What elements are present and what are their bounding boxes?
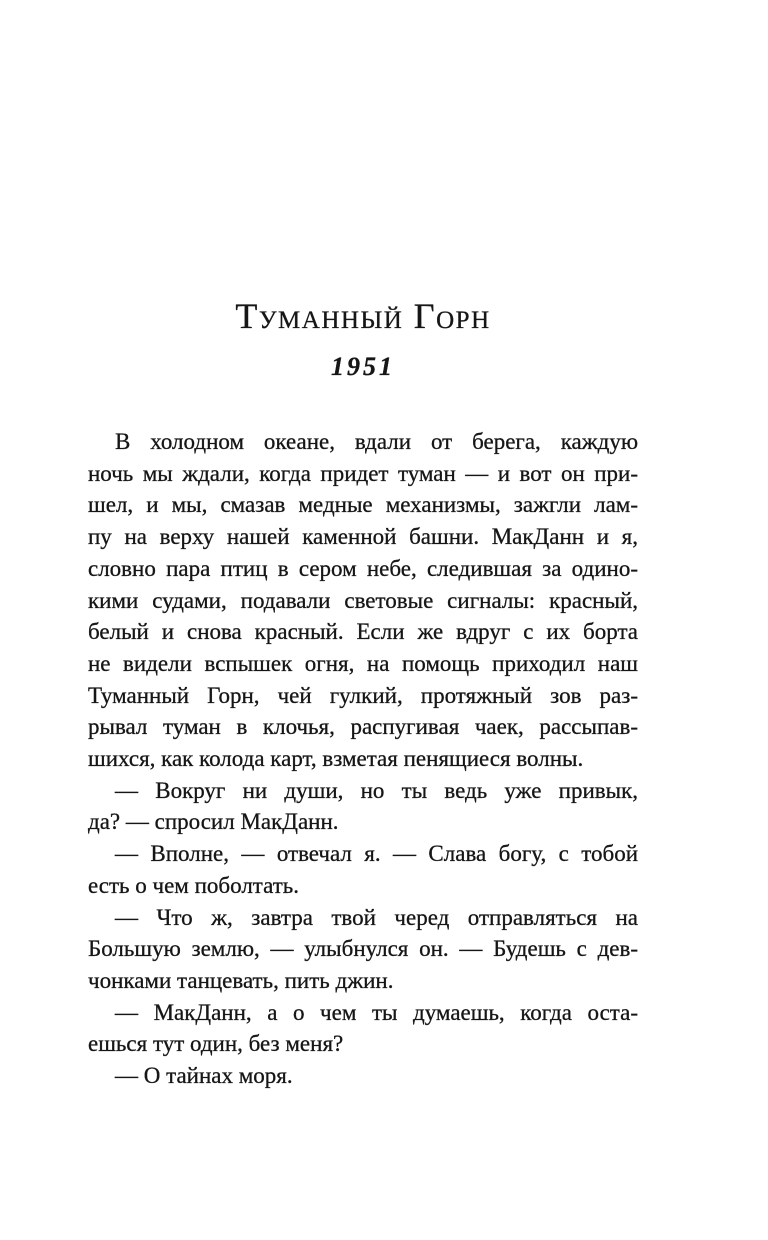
paragraph (88, 902, 638, 997)
text-line: белый и снова красный. Если же вдруг с их борта (88, 619, 638, 645)
text-line: ешься тут один, без меня? (88, 1031, 344, 1057)
text-line: есть о чем поболтать. (88, 872, 300, 898)
text-line: ночь мы ждали, когда придет туман — и вот он при- (88, 460, 638, 486)
text-line: шел, и мы, смазав медные механизмы, зажгли лам- (88, 492, 638, 518)
text-line: Туманный Горн, чей гулкий, протяжный зов раз- (88, 682, 638, 708)
text-line: пу на верху нашей каменной башни. МакДанн и я, (88, 524, 638, 550)
text-line: кими судами, подавали световые сигналы: красный, (88, 587, 638, 613)
text-line: — О тайнах моря. (115, 1063, 293, 1089)
text-line: — Что ж, завтра твой черед отправляться на (115, 904, 638, 930)
paragraph (88, 1060, 638, 1092)
story-year: 1951 (331, 352, 395, 381)
text-line: да? — спросил МакДанн. (88, 809, 339, 835)
text-line: словно пара птиц в сером небе, следившая за одино- (88, 555, 638, 581)
text-line: не видели вспышек огня, на помощь приходил наш (88, 650, 638, 676)
text-line: шихся, как колода карт, взметая пенящиеся волны. (88, 746, 584, 772)
story-title: Туманный Горн (235, 296, 491, 336)
story-body (88, 426, 638, 1092)
paragraph (88, 997, 638, 1060)
text-line: — Вокруг ни души, но ты ведь уже привык, (115, 777, 638, 803)
text-line: Большую землю, — улыбнулся он. — Будешь с дев- (88, 936, 638, 962)
paragraph (88, 838, 638, 901)
text-line: — МакДанн, а о чем ты думаешь, когда оста- (115, 999, 638, 1025)
paragraph (88, 426, 638, 775)
text-line: чонками танцевать, пить джин. (88, 967, 394, 993)
text-line: рывал туман в клочья, распугивая чаек, рассыпав- (88, 714, 638, 740)
text-line: В холодном океане, вдали от берега, каждую (115, 429, 638, 454)
text-line: — Вполне, — отвечал я. — Слава богу, с тобой (115, 841, 638, 867)
paragraph (88, 775, 638, 838)
